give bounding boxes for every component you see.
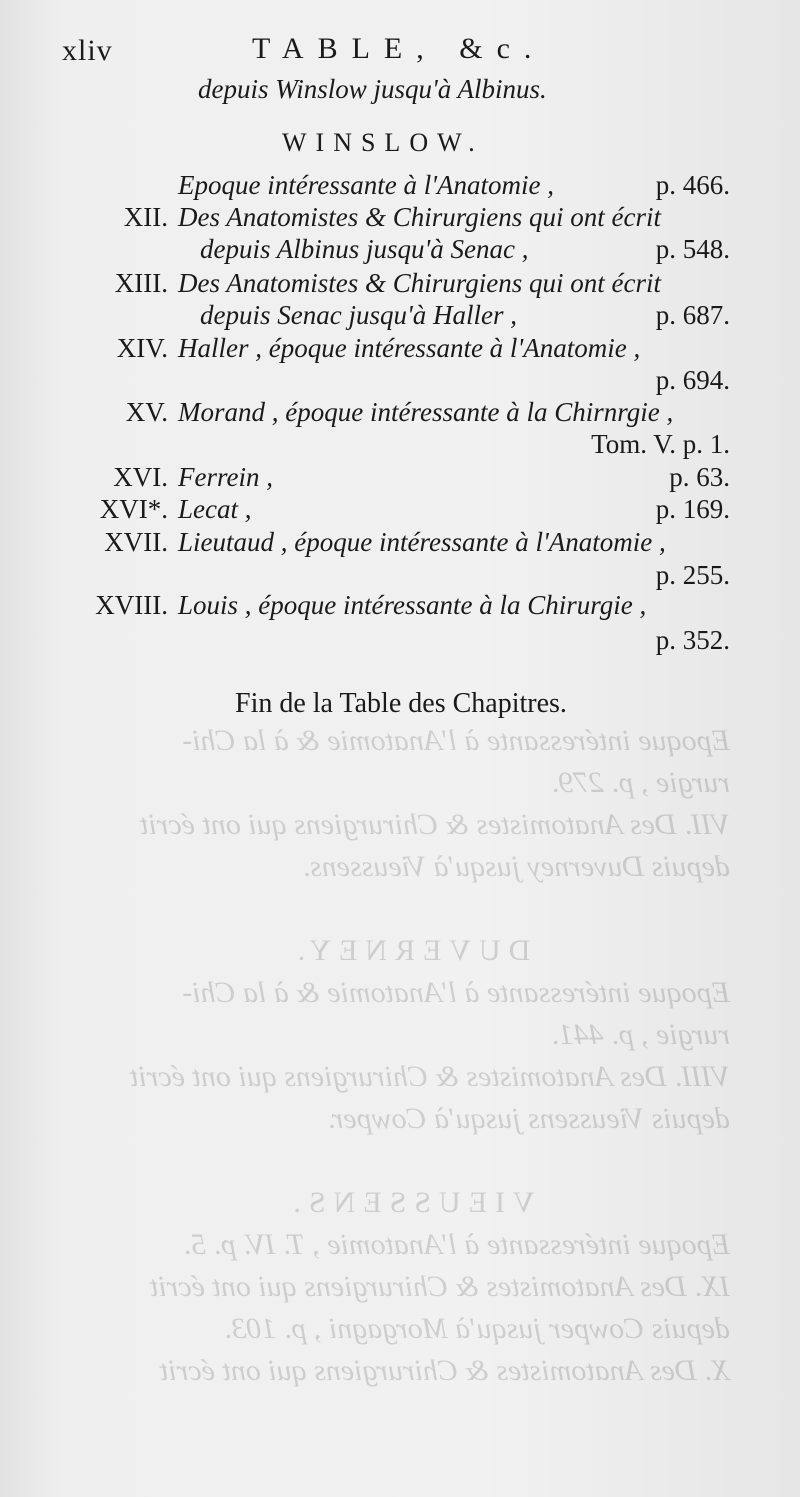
running-title: TABLE, &c. bbox=[252, 32, 546, 65]
toc-entry bbox=[0, 625, 740, 661]
chapter-title: Haller , époque intéressante à l'Anatomie , bbox=[178, 333, 641, 363]
chapter-title: Louis , époque intéressante à la Chirurgie , bbox=[178, 590, 647, 620]
chapter-number: XII. bbox=[123, 202, 168, 232]
toc-entry bbox=[0, 333, 740, 369]
toc-entry bbox=[0, 234, 740, 270]
page-reference: Tom. V. p. 1. bbox=[591, 429, 730, 459]
page-number: xliv bbox=[62, 34, 113, 67]
page-reference: p. 255. bbox=[655, 560, 730, 590]
bleed-through-text: Epoque intéressante à l'Anatomie & à la Chi- rurgie , p. 279. VII. Des Anatomistes & Chirurgiens qui ont écrit depuis Duverney jusqu'à Vieussens. DUVERNEY. Epoque intéressante à l'Anatomie & à la Chi- rurgie , p. 441. VIII. Des Anatomistes & Chirurgiens qui ont écrit depuis Vieussens jusqu'à Cowper. VIEUSSENS. Epoque intéressante à l'Anatomie , T. IV. p. 5. IX. Des Anatomistes & Chirurgiens qui ont écrit depuis Cowper jusqu'à Morgagni , p. 103. X. Des Anatomistes & Chirurgiens qui ont écrit bbox=[130, 724, 730, 1387]
chapter-title: depuis Senac jusqu'à Haller , bbox=[200, 300, 517, 330]
toc-entry bbox=[0, 170, 740, 206]
page-reference: p. 169. bbox=[655, 494, 730, 524]
chapter-number: XIV. bbox=[116, 333, 168, 363]
end-of-table-text: Fin de la Table des Chapitres. bbox=[235, 688, 567, 719]
page-reference: p. 352. bbox=[655, 625, 730, 655]
chapter-number: XVII. bbox=[104, 527, 168, 557]
toc-entry bbox=[0, 202, 740, 238]
toc-entry bbox=[0, 300, 740, 336]
chapter-title: Ferrein , bbox=[178, 462, 273, 492]
toc-entry bbox=[0, 527, 740, 563]
toc-entry bbox=[0, 397, 740, 433]
toc-entry bbox=[0, 590, 740, 626]
chapter-number: XV. bbox=[125, 397, 168, 427]
toc-entry bbox=[0, 494, 740, 530]
chapter-number: XVI*. bbox=[99, 494, 168, 524]
page-reference: p. 548. bbox=[655, 234, 730, 264]
chapter-title: Des Anatomistes & Chirurgiens qui ont écrit bbox=[178, 202, 661, 232]
toc-entry bbox=[0, 365, 740, 401]
chapter-number: XVI. bbox=[113, 462, 168, 492]
section-heading: WINSLOW. bbox=[282, 128, 484, 157]
chapter-title: Des Anatomistes & Chirurgiens qui ont écrit bbox=[178, 268, 661, 298]
toc-entry bbox=[0, 429, 740, 465]
chapter-title: Epoque intéressante à l'Anatomie , bbox=[178, 170, 554, 200]
chapter-number: XVIII. bbox=[95, 590, 168, 620]
page-reference: p. 466. bbox=[655, 170, 730, 200]
toc-entry bbox=[0, 462, 740, 498]
chapter-title: depuis Albinus jusqu'à Senac , bbox=[200, 234, 529, 264]
chapter-title: Morand , époque intéressante à la Chirnrgie , bbox=[178, 397, 674, 427]
page-reference: p. 63. bbox=[669, 462, 730, 492]
page-reference: p. 687. bbox=[655, 300, 730, 330]
chapter-title: Lieutaud , époque intéressante à l'Anatomie , bbox=[178, 527, 666, 557]
page-reference: p. 694. bbox=[655, 365, 730, 395]
toc-entry bbox=[0, 268, 740, 304]
running-subtitle: depuis Winslow jusqu'à Albinus. bbox=[198, 74, 547, 104]
chapter-number: XIII. bbox=[114, 268, 168, 298]
chapter-title: Lecat , bbox=[178, 494, 252, 524]
